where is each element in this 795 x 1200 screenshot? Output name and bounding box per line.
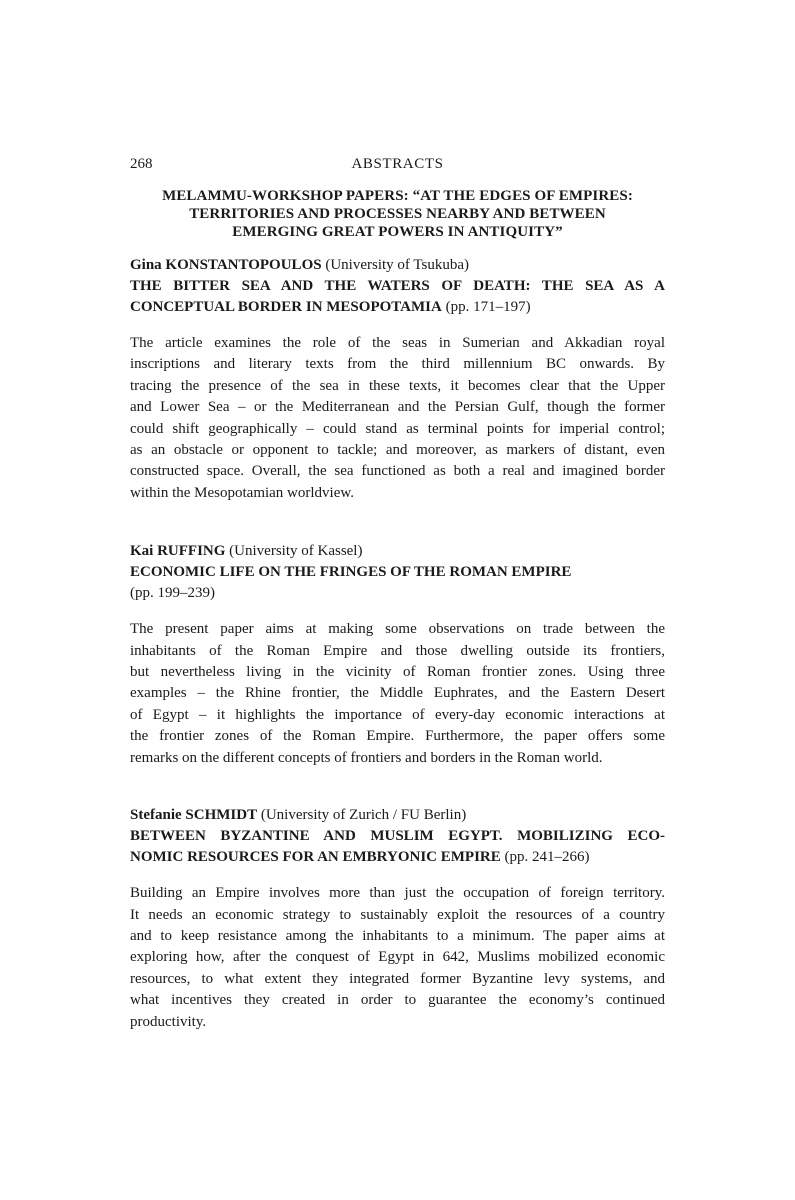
author-line bbox=[130, 805, 665, 826]
article-title-text: NOMIC RESOURCES FOR AN EMBRYONIC EMPIRE bbox=[130, 849, 501, 866]
page-range: (pp. 171–197) bbox=[441, 299, 531, 315]
abstract-line: It needs an economic strategy to sustainably exploit the resources of a country bbox=[130, 906, 665, 923]
abstract-line: examples – the Rhine frontier, the Middle Euphrates, and the Eastern Desert bbox=[130, 685, 665, 702]
abstract-line: The article examines the role of the seas in Sumerian and Akkadian royal bbox=[130, 335, 665, 351]
section-heading-line: EMERGING GREAT POWERS IN ANTIQUITY” bbox=[232, 224, 563, 240]
article-title-line bbox=[130, 297, 665, 318]
abstract-line: and to keep resistance among the inhabitants to a minimum. The paper aims at bbox=[130, 927, 665, 944]
running-head bbox=[130, 156, 665, 178]
author-line bbox=[130, 541, 665, 562]
abstract-line: of Egypt – it highlights the importance of every-day economic interactions at bbox=[130, 706, 665, 723]
abstract-text bbox=[130, 619, 665, 769]
abstract-line: productivity. bbox=[130, 1013, 207, 1030]
page-number: 268 bbox=[130, 156, 153, 172]
abstract-line: resources, to what extent they integrated former Byzantine levy systems, and bbox=[130, 970, 665, 987]
author-name: Kai RUFFING bbox=[130, 543, 226, 560]
section-heading bbox=[130, 187, 665, 241]
abstract-text bbox=[130, 333, 665, 504]
abstract-line: constructed space. Overall, the sea functioned as both a real and imagined border bbox=[130, 463, 665, 480]
page-range: (pp. 241–266) bbox=[500, 849, 590, 866]
abstract-line: could shift geographically – could stand as terminal points for imperial control; bbox=[130, 420, 665, 437]
abstract-line: and Lower Sea – or the Mediterranean and the Persian Gulf, though the former bbox=[130, 399, 665, 416]
abstract-entry-ruffing bbox=[130, 541, 665, 769]
abstract-entry-konstantopoulos bbox=[130, 255, 665, 504]
abstract-line: The present paper aims at making some observations on trade between the bbox=[130, 621, 665, 638]
article-title-line: THE BITTER SEA AND THE WATERS OF DEATH: THE SEA AS A bbox=[130, 278, 665, 294]
abstract-line: remarks on the different concepts of frontiers and borders in the Roman world. bbox=[130, 749, 603, 766]
abstract-line: within the Mesopotamian worldview. bbox=[130, 484, 354, 501]
section-heading-line: TERRITORIES AND PROCESSES NEARBY AND BETWEEN bbox=[189, 206, 606, 222]
page-range: (pp. 199–239) bbox=[130, 585, 215, 602]
article-title-text: CONCEPTUAL BORDER IN MESOPOTAMIA bbox=[130, 299, 442, 315]
author-affiliation: (University of Tsukuba) bbox=[321, 257, 469, 273]
abstract-line: Building an Empire involves more than just the occupation of foreign territory. bbox=[130, 885, 665, 902]
abstract-line: but nevertheless living in the vicinity of Roman frontier zones. Using three bbox=[130, 664, 665, 681]
abstracts-page bbox=[130, 156, 665, 1033]
abstract-line: exploring how, after the conquest of Egypt in 642, Muslims mobilized economic bbox=[130, 949, 665, 966]
abstract-line: inscriptions and literary texts from the third millennium BC onwards. By bbox=[130, 356, 665, 373]
abstract-text bbox=[130, 883, 665, 1033]
abstract-entry-schmidt bbox=[130, 805, 665, 1033]
abstract-line: tracing the presence of the sea in these texts, it becomes clear that the Upper bbox=[130, 377, 665, 394]
article-title-line bbox=[130, 847, 665, 868]
abstract-line: as an obstacle or opponent to tackle; and moreover, as markers of distant, even bbox=[130, 442, 665, 459]
abstract-line: inhabitants of the Roman Empire and those dwelling outside its frontiers, bbox=[130, 642, 665, 659]
author-affiliation: (University of Kassel) bbox=[225, 543, 363, 560]
author-line bbox=[130, 255, 665, 276]
author-name: Gina KONSTANTOPOULOS bbox=[130, 257, 322, 273]
article-title-line: ECONOMIC LIFE ON THE FRINGES OF THE ROMAN EMPIRE bbox=[130, 564, 572, 581]
abstract-line: what incentives they created in order to guarantee the economy’s continued bbox=[130, 992, 665, 1009]
abstract-line: the frontier zones of the Roman Empire. Furthermore, the paper offers some bbox=[130, 728, 665, 745]
section-heading-line: MELAMMU-WORKSHOP PAPERS: “AT THE EDGES OF EMPIRES: bbox=[162, 188, 633, 204]
author-affiliation: (University of Zurich / FU Berlin) bbox=[257, 807, 467, 824]
author-name: Stefanie SCHMIDT bbox=[130, 807, 258, 824]
article-title-line: BETWEEN BYZANTINE AND MUSLIM EGYPT. MOBILIZING ECO- bbox=[130, 828, 665, 845]
running-title: ABSTRACTS bbox=[351, 156, 444, 172]
